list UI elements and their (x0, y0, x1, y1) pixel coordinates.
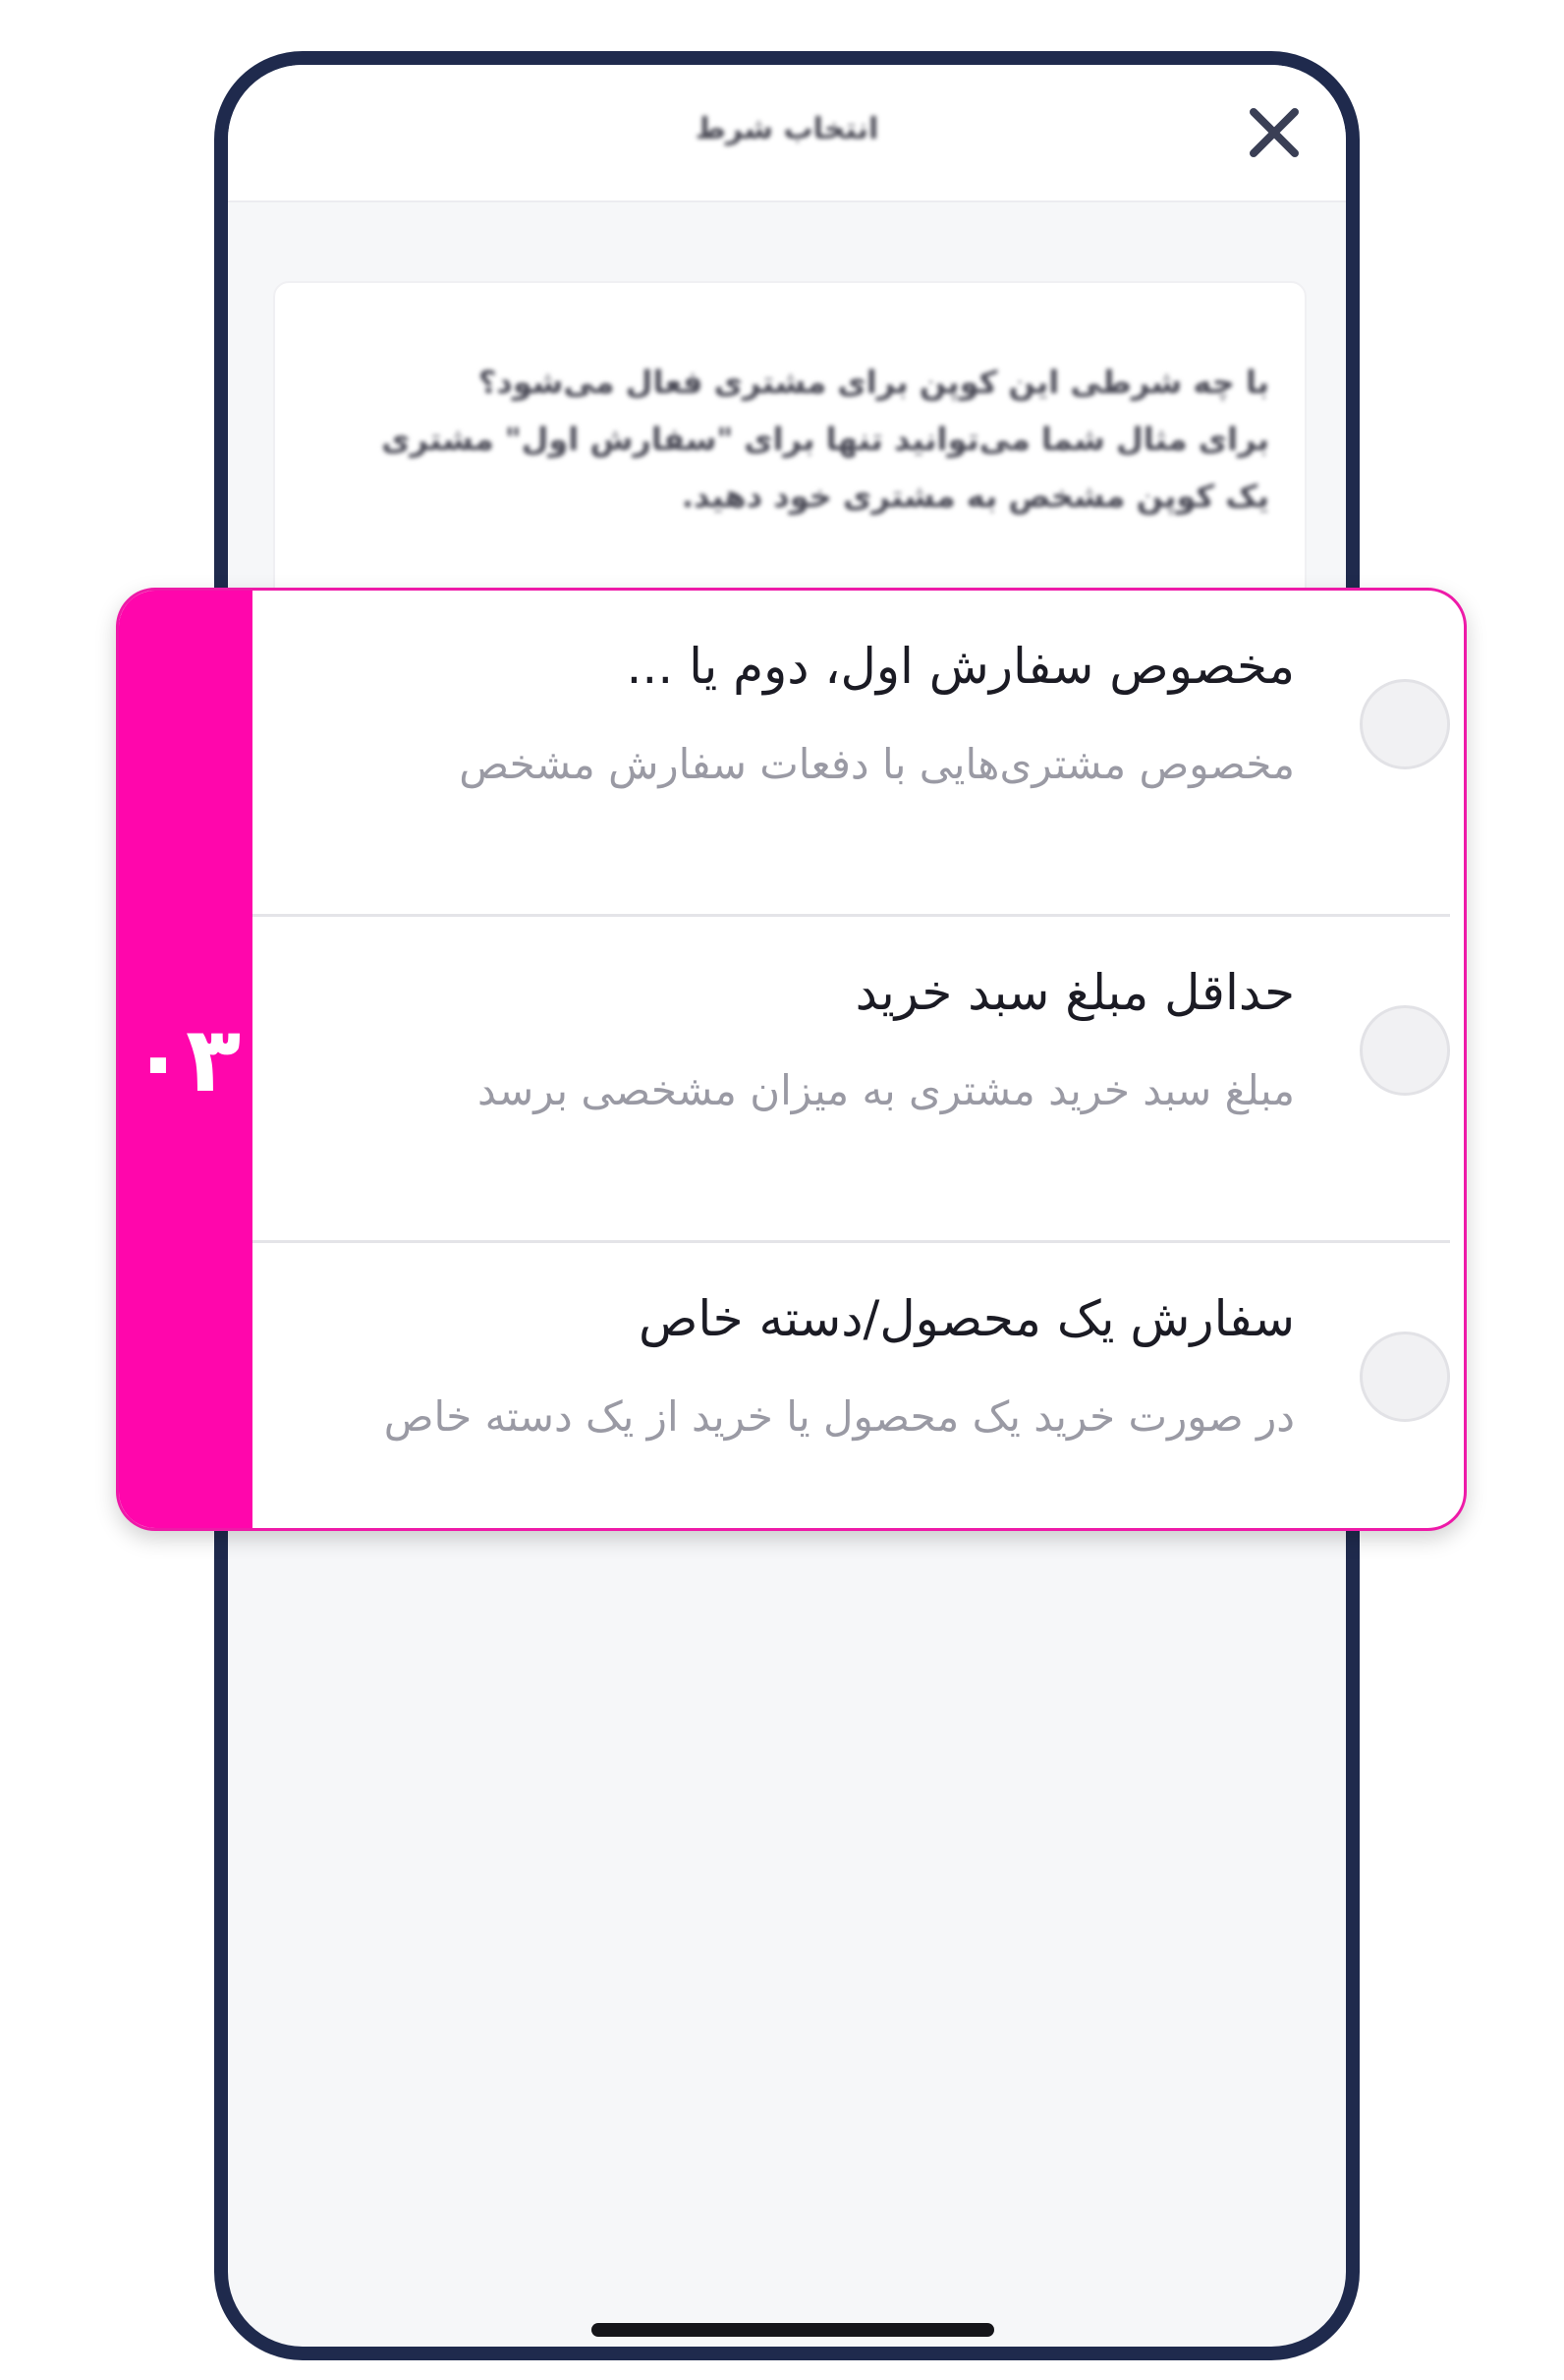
radio-button[interactable] (1360, 679, 1450, 769)
radio-button[interactable] (1360, 1332, 1450, 1422)
option-title: مخصوص سفارش اول، دوم یا ... (626, 638, 1295, 695)
home-indicator (591, 2323, 994, 2337)
info-text (314, 354, 1269, 525)
option-subtitle: مخصوص مشتری‌هایی با دفعات سفارش مشخص (459, 740, 1295, 788)
info-card (273, 281, 1307, 609)
close-icon[interactable] (1244, 102, 1305, 163)
option-title: سفارش یک محصول/دسته خاص (638, 1290, 1295, 1347)
condition-options-panel (116, 588, 1467, 1531)
option-subtitle: مبلغ سبد خرید مشتری به میزان مشخصی برسد (476, 1066, 1295, 1114)
info-line: یک کوپن مشخص به مشتری خود دهید. (681, 478, 1269, 515)
option-product-category[interactable] (252, 1243, 1450, 1531)
radio-button[interactable] (1360, 1005, 1450, 1096)
step-number: ۰۳ (130, 1006, 242, 1112)
option-subtitle: در صورت خرید یک محصول یا خرید از یک دسته خاص (383, 1392, 1295, 1441)
option-title: حداقل مبلغ سبد خرید (855, 964, 1295, 1021)
header-title: انتخاب شرط (695, 112, 879, 146)
modal-header (228, 65, 1346, 202)
info-line: با چه شرطی این کوپن برای مشتری فعال می‌شود؟ (477, 364, 1269, 401)
option-min-cart-amount[interactable] (252, 917, 1450, 1243)
step-band (119, 591, 252, 1528)
option-order-number[interactable] (252, 591, 1450, 917)
info-line: برای مثال شما می‌توانید تنها برای "سفارش اول" مشتری (381, 421, 1269, 458)
